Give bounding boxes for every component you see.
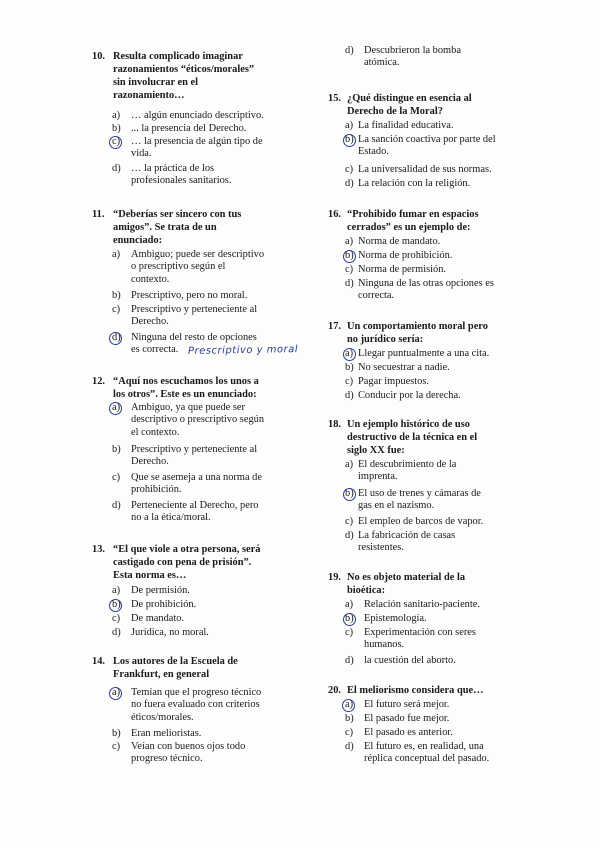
option-letter: d): [345, 390, 354, 401]
option-letter: b): [112, 444, 121, 455]
option-letter: d): [112, 500, 121, 511]
option-letter: a): [112, 402, 121, 413]
option-letter: b): [345, 250, 354, 261]
question-title: No es objeto material de la bioética:: [347, 572, 466, 596]
option-letter: a): [112, 249, 121, 260]
option-letter: d): [345, 741, 354, 752]
option-text: Experimentación con seres humanos.: [364, 627, 476, 651]
option-text: Ninguna de las otras opciones es correcta.: [358, 278, 494, 302]
option-letter: a): [345, 599, 354, 610]
question-title: Un ejemplo histórico de uso destructivo de la técnica en el siglo XX fue:: [347, 419, 478, 456]
option-letter: c): [345, 264, 354, 275]
option-text: Que se asemeja a una norma de prohibición.: [131, 472, 262, 496]
option-letter: c): [112, 136, 121, 147]
option-letter: a): [345, 459, 354, 470]
option-text: Eran melioristas.: [131, 728, 202, 739]
option-letter: d): [345, 655, 354, 666]
option-letter: b): [112, 728, 121, 739]
question-number: 17.: [328, 321, 341, 332]
option-text: Llegar puntualmente a una cita.: [358, 348, 490, 359]
option-text: Ninguna del resto de opciones es correcta.: [131, 332, 257, 356]
option-text: Prescriptivo y perteneciente al Derecho.: [131, 444, 258, 468]
option-text: El futuro es, en realidad, una réplica conceptual del pasado.: [364, 741, 490, 765]
question-number: 16.: [328, 209, 341, 220]
option-text: La fabricación de casas resistentes.: [358, 530, 456, 554]
question-title: “Aquí nos escuchamos los unos a los otros”. Este es un enunciado:: [113, 376, 259, 400]
question-number: 11.: [92, 209, 105, 220]
question-number: 19.: [328, 572, 341, 583]
option-text: No secuestrar a nadie.: [358, 362, 450, 373]
option-letter: b): [345, 613, 354, 624]
option-text: De prohibición.: [131, 599, 197, 610]
option-letter: b): [112, 290, 121, 301]
option-letter: b): [345, 488, 354, 499]
question-title: “El que viole a otra persona, será castigado con pena de prisión”. Esta norma es…: [113, 544, 261, 581]
option-text: Pagar impuestos.: [358, 376, 429, 387]
option-text: Norma de permisión.: [358, 264, 447, 275]
option-letter: c): [345, 627, 354, 638]
question-title: “Prohibido fumar en espacios cerrados” es un ejemplo de:: [347, 209, 479, 233]
option-letter: b): [345, 134, 354, 145]
question-title: Resulta complicado imaginar razonamientos “éticos/morales” sin involucrar en el razonamiento…: [113, 51, 255, 101]
option-letter: d): [345, 278, 354, 289]
option-letter: c): [112, 304, 121, 315]
option-text: La sanción coactiva por parte del Estado.: [358, 134, 496, 158]
option-letter: a): [112, 585, 121, 596]
option-letter: d): [345, 178, 354, 189]
option-letter: d): [112, 332, 121, 343]
question-title: El meliorismo considera que…: [347, 685, 484, 696]
option-letter: b): [345, 362, 354, 373]
option-text: Norma de mandato.: [358, 236, 441, 247]
question-number: 14.: [92, 656, 105, 667]
option-text: El pasado fue mejor.: [364, 713, 450, 724]
option-letter: b): [112, 599, 121, 610]
option-text: El empleo de barcos de vapor.: [358, 516, 484, 527]
option-letter: d): [112, 627, 121, 638]
option-letter: a): [345, 120, 354, 131]
option-letter: d): [112, 163, 121, 174]
question-number: 13.: [92, 544, 105, 555]
option-text: … la práctica de los profesionales sanitarios.: [131, 163, 232, 187]
option-letter: a): [345, 236, 354, 247]
option-letter: b): [112, 123, 121, 134]
option-letter: a): [345, 699, 354, 710]
option-text: La finalidad educativa.: [358, 120, 454, 131]
option-text: La relación con la religión.: [358, 178, 471, 189]
handwritten-note: Prescriptivo y moral: [187, 344, 299, 357]
option-text: … algún enunciado descriptivo.: [131, 110, 264, 121]
question-title: Los autores de la Escuela de Frankfurt, en general: [113, 656, 238, 680]
option-letter: c): [345, 727, 354, 738]
option-text: ... la presencia del Derecho.: [131, 123, 247, 134]
option-letter: c): [345, 376, 354, 387]
option-text: … la presencia de algún tipo de vida.: [131, 136, 263, 160]
option-letter: b): [345, 713, 354, 724]
option-letter: a): [112, 110, 121, 121]
option-letter: a): [345, 348, 354, 359]
option-text: El futuro será mejor.: [364, 699, 450, 710]
option-text: Epistemología.: [364, 613, 427, 624]
question-number: 12.: [92, 376, 105, 387]
option-text: La universalidad de sus normas.: [358, 164, 492, 175]
option-text: Ambiguo; puede ser descriptivo o prescriptivo según el contexto.: [131, 249, 265, 285]
option-text: El pasado es anterior.: [364, 727, 453, 738]
question-number: 15.: [328, 93, 341, 104]
option-letter: a): [112, 687, 121, 698]
option-text: Descubrieron la bomba atómica.: [364, 45, 461, 69]
option-text: Jurídica, no moral.: [131, 627, 209, 638]
option-letter: d): [345, 530, 354, 541]
option-letter: c): [345, 164, 354, 175]
option-text: Norma de prohibición.: [358, 250, 453, 261]
option-letter: c): [112, 472, 121, 483]
option-text: El uso de trenes y cámaras de gas en el nazismo.: [358, 488, 481, 512]
option-text: Perteneciente al Derecho, pero no a la ética/moral.: [131, 500, 259, 524]
option-text: Prescriptivo y perteneciente al Derecho.: [131, 304, 258, 328]
question-title: ¿Qué distingue en esencia al Derecho de la Moral?: [347, 93, 472, 117]
question-title: Un comportamiento moral pero no jurídico sería:: [347, 321, 488, 345]
option-text: Prescriptivo, pero no moral.: [131, 290, 248, 301]
question-title: “Deberías ser sincero con tus amigos”. Se trata de un enunciado:: [113, 209, 242, 246]
option-text: Temían que el progreso técnico no fuera evaluado con criterios éticos/morales.: [131, 687, 262, 723]
question-number: 18.: [328, 419, 341, 430]
option-text: Ambiguo, ya que puede ser descriptivo o prescriptivo según el contexto.: [131, 402, 265, 438]
option-letter: c): [345, 516, 354, 527]
option-text: Conducir por la derecha.: [358, 390, 461, 401]
option-letter: c): [112, 741, 121, 752]
option-text: Relación sanitario-paciente.: [364, 599, 480, 610]
option-letter: d): [345, 45, 354, 56]
option-text: Veían con buenos ojos todo progreso técnico.: [131, 741, 246, 765]
option-text: El descubrimiento de la imprenta.: [358, 459, 457, 483]
question-number: 20.: [328, 685, 341, 696]
option-letter: c): [112, 613, 121, 624]
option-text: De permisión.: [131, 585, 190, 596]
option-text: De mandato.: [131, 613, 185, 624]
option-text: la cuestión del aborto.: [364, 655, 456, 666]
question-number: 10.: [92, 51, 105, 62]
